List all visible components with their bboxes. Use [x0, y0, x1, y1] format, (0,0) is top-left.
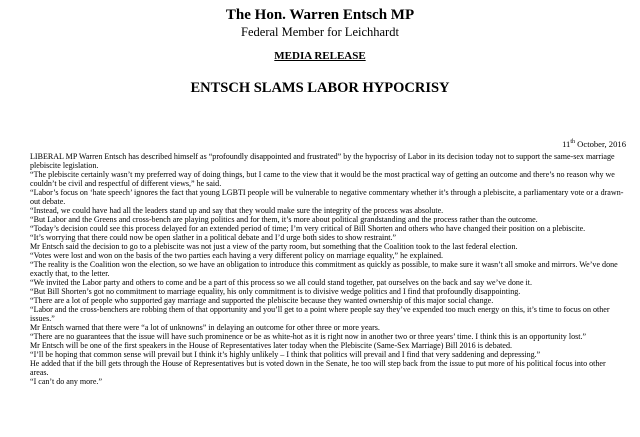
mp-role: Federal Member for Leichhardt [241, 25, 399, 39]
paragraph: LIBERAL MP Warren Entsch has described himself as “profoundly disappointed and frustrated” by the hypocrisy of Labor in its decision today not to support the same-sex marriage plebiscite legislation. [30, 152, 615, 170]
paragraph: He added that if the bill gets through the House of Representatives but is voted down in the Senate, he too will step back from the issue to put more of his political focus into other areas. [30, 359, 606, 377]
paragraph: “Today’s decision could see this process delayed for an extended period of time; I’m very critical of Bill Shorten and others who have changed their position on a plebiscite. [30, 224, 586, 233]
headline: ENTSCH SLAMS LABOR HYPOCRISY [190, 80, 450, 96]
paragraph: “The reality is the Coalition won the election, so we have an obligation to introduce this commitment as quickly as possible, to make sure it wasn’t all smoke and mirrors. We’ve done exactly that, to the letter. [30, 260, 618, 278]
paragraph: Mr Entsch will be one of the first speakers in the House of Representatives later today when the Plebiscite (Same-Sex Marriage) Bill 2016 is debated. [30, 341, 513, 350]
paragraph: “There are no guarantees that the issue will have such prominence or be as white-hot as it is right now in another two or three years’ time. I think this is an opportunity lost.” [30, 332, 587, 341]
date-day: 11 [562, 139, 571, 149]
paragraph: “Labor and the cross-benchers are robbing them of that opportunity and you’ll get to a point where people say they’ve expended too much energy on this, it’s time to focus on other issues.” [30, 305, 610, 323]
release-body [30, 152, 626, 386]
media-release-label: MEDIA RELEASE [274, 50, 366, 62]
paragraph: “There are a lot of people who supported gay marriage and supported the plebiscite because they wanted ownership of this major social change. [30, 296, 494, 305]
date-suffix: th [570, 139, 576, 146]
date-rest: October, 2016 [575, 139, 626, 149]
paragraph: “It’s worrying that there could now be open slather in a political debate and I’d urge both sides to show restraint.” [30, 233, 397, 242]
paragraph: Mr Entsch warned that there were “a lot of unknowns” in delaying an outcome for other three or more years. [30, 323, 380, 332]
mp-name: The Hon. Warren Entsch MP [225, 7, 415, 23]
paragraph: “The plebiscite certainly wasn’t my preferred way of doing things, but I came to the view that it would be the most practical way of getting an outcome and there’s no reason why we couldn’t be civil and respectful of different views,” he said. [30, 170, 615, 188]
paragraph: Mr Entsch said the decision to go to a plebiscite was not just a view of the party room, but something that the Coalition took to the last federal election. [30, 242, 518, 251]
paragraph: “I’ll be hoping that common sense will prevail but I think it’s highly unlikely – I think that politics will prevail and I find that very saddening and depressing.” [30, 350, 541, 359]
paragraph: “I can’t do any more.” [30, 377, 103, 386]
paragraph: “Instead, we could have had all the leaders stand up and say that they would make sure the integrity of the process was absolute. [30, 206, 444, 215]
paragraph: “But Labor and the Greens and cross-bench are playing politics and for them, it’s more about political grandstanding and the process rather than the outcome. [30, 215, 538, 224]
letterhead [0, 7, 640, 97]
paragraph: “Labor’s focus on ‘hate speech’ ignores the fact that young LGBTI people will be vulnerable to negative commentary whether it’s through a plebiscite, a parliamentary vote or a drawn-out debate. [30, 188, 624, 206]
paragraph: “Votes were lost and won on the basis of the two parties each having a very different policy on marriage equality,” he explained. [30, 251, 444, 260]
release-date [562, 139, 626, 150]
paragraph: “We invited the Labor party and others to come and be a part of this process so we all could stand together, pat ourselves on the back and say we’ve done it. [30, 278, 533, 287]
paragraph: “But Bill Shorten’s got no commitment to marriage equality, his only commitment is to divisive wedge politics and I find that profoundly disappointing. [30, 287, 521, 296]
